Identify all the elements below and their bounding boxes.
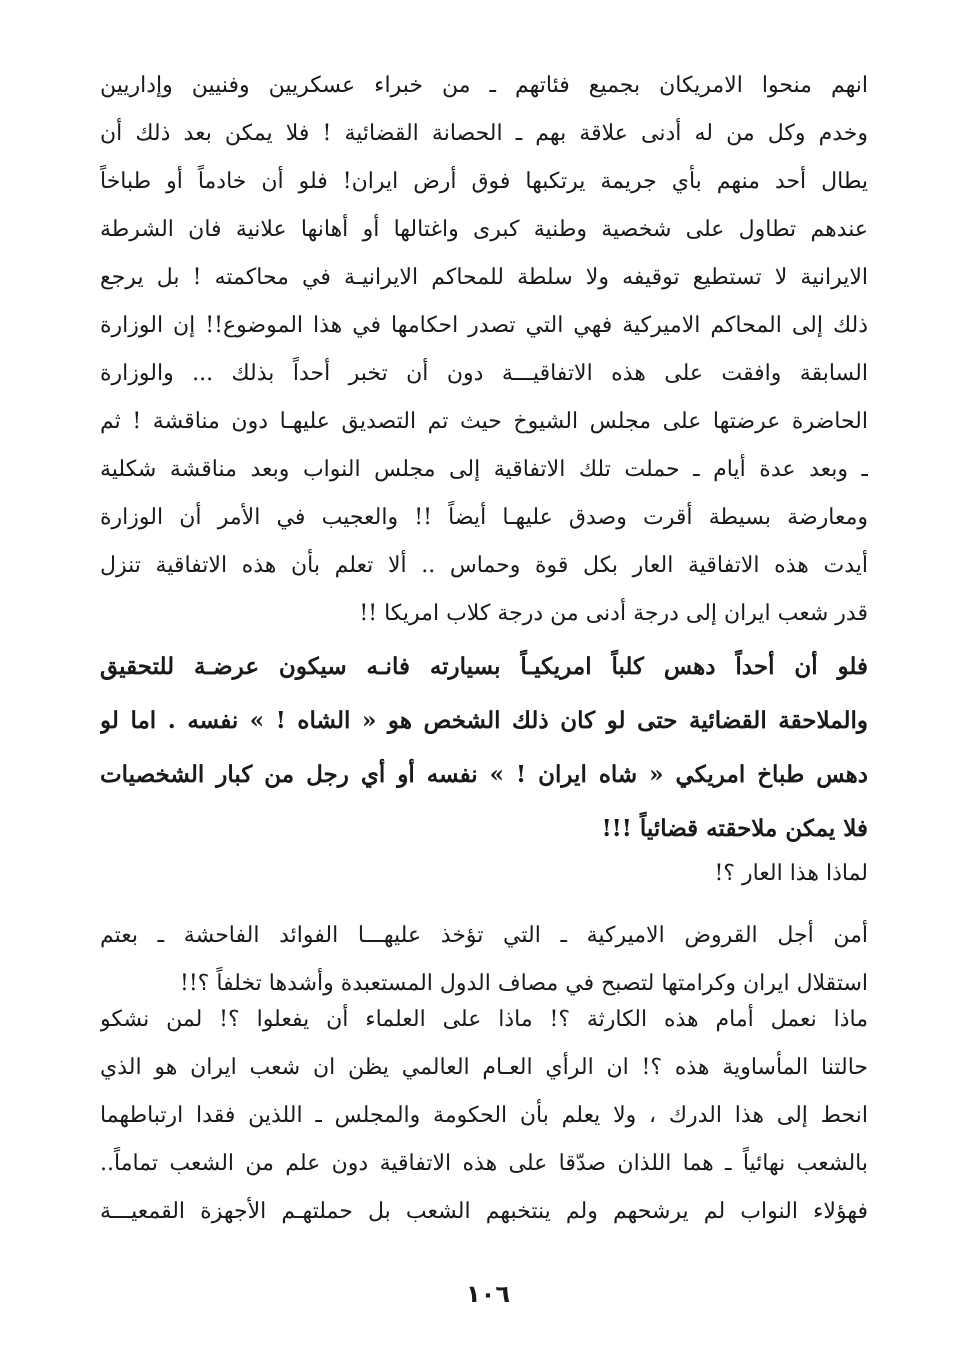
paragraph-bold-emphasis [100, 640, 868, 856]
text-line: أمن أجل القروض الاميركية ـ التي تؤخذ عليهـــا الفوائد الفاحشة ـ بعتم [100, 923, 868, 948]
text-line: ذلك إلى المحاكم الاميركية فهي التي تصدر احكامها في هذا الموضوع!! إن الوزارة [100, 313, 868, 338]
text-line: ماذا نعمل أمام هذه الكارثة ؟! ماذا على العلماء أن يفعلوا ؟! لمن نشكو [100, 1007, 868, 1032]
text-line: أيدت هذه الاتفاقية العار بكل قوة وحماس .. ألا تعلم بأن هذه الاتفاقية تنزل [100, 553, 868, 578]
text-line: بالشعب نهائياً ـ هما اللذان صدّقا على هذه الاتفاقية دون علم من الشعب تماماً.. [100, 1151, 868, 1176]
text-line: لماذا هذا العار ؟! [714, 861, 868, 886]
page-number: ١٠٦ [466, 1280, 510, 1308]
text-line: الايرانية لا تستطيع توقيفه ولا سلطة للمحاكم الايرانيـة في محاكمته ! بل يرجع [100, 265, 868, 290]
text-line: وخدم وكل من له أدنى علاقة بهم ـ الحصانة القضائية ! فلا يمكن بعد ذلك أن [100, 121, 868, 146]
paragraph-immunity [100, 62, 868, 638]
text-line: انهم منحوا الامريكان بجميع فئاتهم ـ من خبراء عسكريين وفنيين وإداريين [100, 73, 868, 98]
text-line: السابقة وافقت على هذه الاتفاقيـــة دون أن تخبر أحداً بذلك ... والوزارة [100, 361, 868, 386]
text-line: الحاضرة عرضتها على مجلس الشيوخ حيث تم التصديق عليهـا دون مناقشة ! ثم [100, 409, 868, 434]
text-line: والملاحقة القضائية حتى لو كان ذلك الشخص هو « الشاه ! » نفسه . اما لو [100, 707, 868, 734]
paragraph-loans [100, 912, 868, 1008]
text-line: يطال أحد منهم بأي جريمة يرتكبها فوق أرض ايران! فلو أن خادماً أو طباخاً [100, 169, 868, 194]
paragraph-catastrophe [100, 996, 868, 1236]
text-line: فلو أن أحداً دهس كلباً امريكيـاً بسيارته فانـه سيكون عرضـة للتحقيق [100, 653, 868, 680]
text-line: فهؤلاء النواب لم يرشحهم ولم ينتخبهم الشعب بل حملتهـم الأجهزة القمعيـــة [100, 1199, 868, 1224]
text-line: قدر شعب ايران إلى درجة أدنى من درجة كلاب امريكا !! [359, 601, 868, 626]
text-line: انحط إلى هذا الدرك ، ولا يعلم بأن الحكومة والمجلس ـ اللذين فقدا ارتباطهما [100, 1103, 868, 1128]
text-line: استقلال ايران وكرامتها لتصبح في مصاف الدول المستعبدة وأشدها تخلفاً ؟!! [179, 971, 868, 996]
paragraph-question [100, 850, 868, 898]
text-line: ـ وبعد عدة أيام ـ حملت تلك الاتفاقية إلى مجلس النواب وبعد مناقشة شكلية [100, 457, 868, 482]
text-line: دهس طباخ امريكي « شاه ايران ! » نفسه أو أي رجل من كبار الشخصيات [100, 761, 868, 788]
text-line: عندهم تطاول على شخصية وطنية كبرى واغتالها أو أهانها علانية فان الشرطة [100, 217, 868, 242]
text-line: ومعارضة بسيطة أقرت وصدق عليهـا أيضاً !! والعجيب في الأمر أن الوزارة [100, 505, 868, 530]
text-line: فلا يمكن ملاحقته قضائياً !!! [601, 815, 868, 842]
text-line: حالتنا المأساوية هذه ؟! ان الرأي العـام العالمي يظن ان شعب ايران هو الذي [100, 1055, 868, 1080]
